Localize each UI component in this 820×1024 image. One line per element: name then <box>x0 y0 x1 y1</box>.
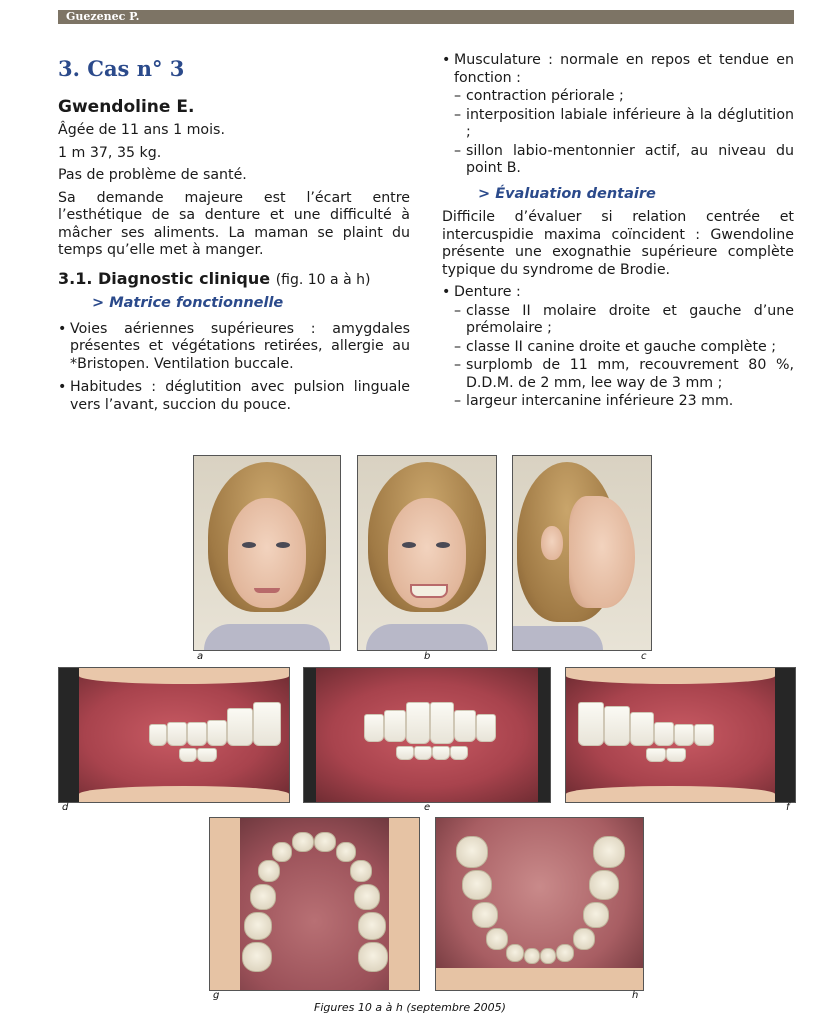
denture-item: – largeur intercanine inférieure 23 mm. <box>442 393 794 411</box>
diagnostic-title: 3.1. Diagnostic clinique <box>58 268 271 288</box>
evaluation-title: > Évaluation dentaire <box>478 185 656 202</box>
figure-label-e: e <box>424 802 431 813</box>
bullet-denture: • Denture : <box>442 284 794 302</box>
photo-frontal-rest <box>193 455 341 651</box>
figure-label-d: d <box>62 802 69 813</box>
photo-occlusal-upper <box>209 817 420 991</box>
diagnostic-heading <box>58 270 410 290</box>
bullet-voies: • Voies aériennes supérieures : amygdales présentes et végétations retirées, allergie au *Bristopen. Ventilation buccale. <box>58 321 410 374</box>
diagnostic-ref: (fig. 10 a à h) <box>275 271 371 288</box>
evaluation-text: Difficile d’évaluer si relation centrée et intercuspidie maxima coïncident : Gwendoline présente une exognathie supérieure complète typique du syndrome de Brodie. <box>442 209 794 278</box>
patient-health: Pas de problème de santé. <box>58 167 247 183</box>
patient-demand: Sa demande majeure est l’écart entre l’esthétique de sa denture et une difficulté à mâcher ses aliments. La maman se plaint du temps qu’elle met à manger. <box>58 189 410 258</box>
patient-name: Gwendoline E. <box>58 97 195 117</box>
bullet-musculature: • Musculature : normale en repos et tendue en fonction : <box>442 52 794 87</box>
section-title: 3. Cas n° 3 <box>58 56 185 81</box>
header-author: Guezenec P. <box>66 10 140 23</box>
photo-frontal-smile <box>357 455 497 651</box>
figure-label-a: a <box>197 651 204 662</box>
denture-item: – classe II canine droite et gauche complète ; <box>442 339 794 357</box>
figure-label-g: g <box>213 990 220 1001</box>
patient-size: 1 m 37, 35 kg. <box>58 144 162 161</box>
figure-label-h: h <box>632 990 639 1001</box>
photo-profile <box>512 455 652 651</box>
figure-caption: Figures 10 a à h (septembre 2005) <box>314 1001 506 1014</box>
musculature-item: – sillon labio-mentonnier actif, au niveau du point B. <box>442 143 794 178</box>
denture-item: – surplomb de 11 mm, recouvrement 80 %, D.D.M. de 2 mm, lee way de 3 mm ; <box>442 357 794 392</box>
left-column <box>58 52 410 420</box>
photo-intraoral-right <box>58 667 290 803</box>
matrice-title: > Matrice fonctionnelle <box>92 295 284 311</box>
patient-age: Âgée de 11 ans 1 mois. <box>58 122 225 138</box>
right-column <box>442 52 794 412</box>
figure-label-c: c <box>641 651 647 662</box>
bullet-habitudes: • Habitudes : déglutition avec pulsion linguale vers l’avant, succion du pouce. <box>58 379 410 414</box>
header-bar <box>58 10 794 24</box>
musculature-item: – contraction périorale ; <box>442 88 794 106</box>
musculature-item: – interposition labiale inférieure à la déglutition ; <box>442 107 794 142</box>
figure-label-b: b <box>424 651 431 662</box>
denture-item: – classe II molaire droite et gauche d’une prémolaire ; <box>442 303 794 338</box>
photo-intraoral-frontal <box>303 667 551 803</box>
photo-occlusal-lower <box>435 817 644 991</box>
figure-label-f: f <box>786 802 790 813</box>
photo-intraoral-left <box>565 667 796 803</box>
